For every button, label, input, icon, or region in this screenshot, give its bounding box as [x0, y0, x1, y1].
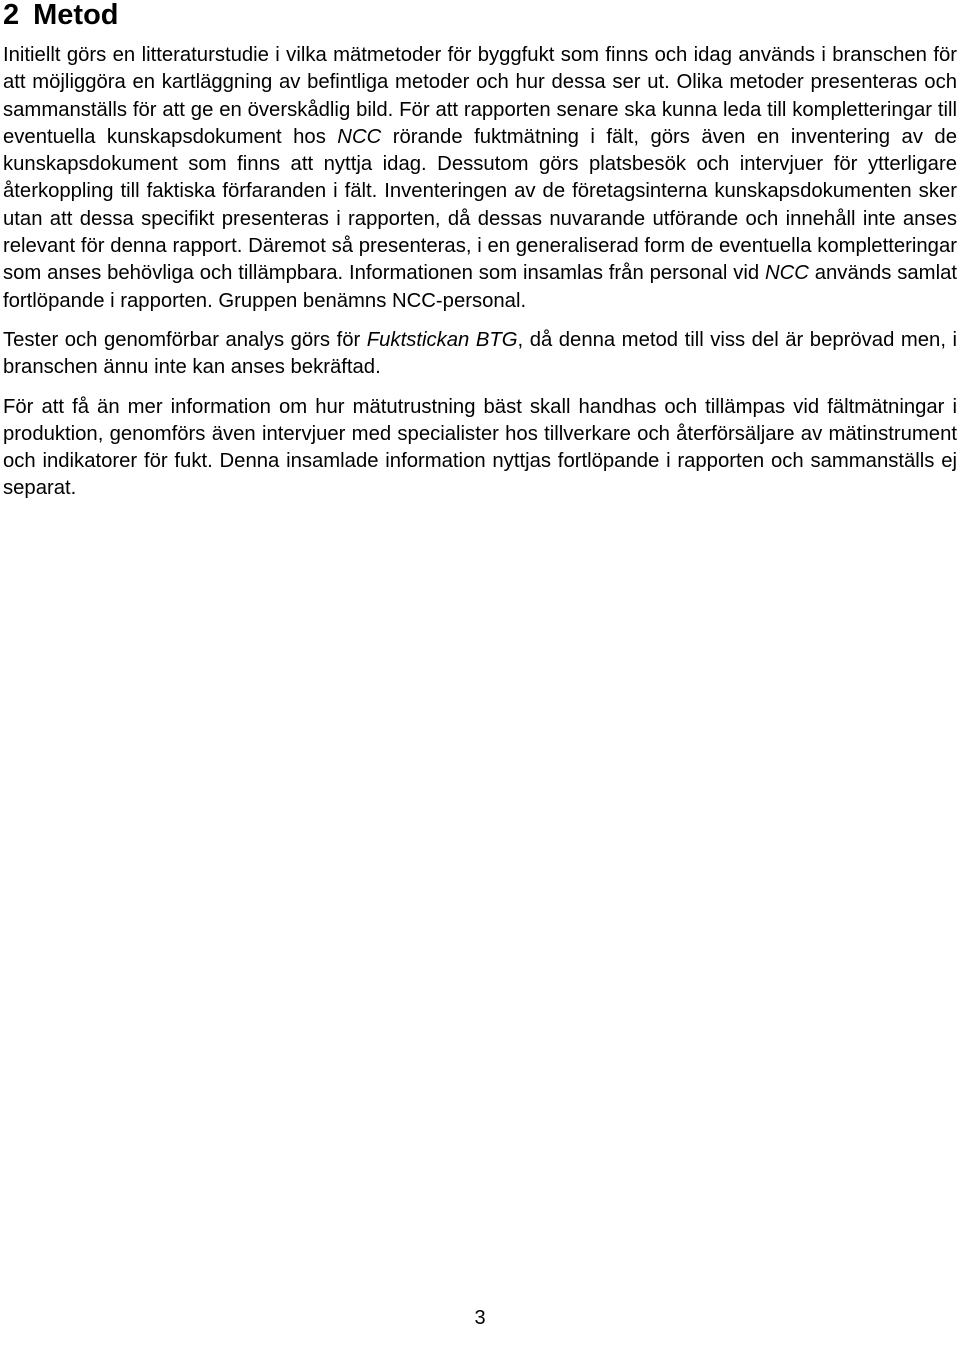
paragraph-method-overview: [3, 42, 957, 315]
text-run: , då denna metod till viss del är beprövad men, i branschen ännu inte kan anses bekräftad.: [3, 328, 957, 379]
text-run: För att få än mer information om hur mätutrustning bäst skall handhas och tillämpas vid fältmätningar i produktion, genomförs även intervjuer med specialister hos tillverkare och återförsäljare av mätinstrument och indikatorer för fukt. Denna insamlade information nyttjas fortlöpande i rapporten och sammanställs ej separat.: [3, 395, 957, 500]
page-number: 3: [474, 1307, 486, 1329]
paragraph-interviews: [3, 394, 957, 503]
italic-company-name: NCC: [337, 125, 382, 148]
italic-company-name: NCC: [764, 262, 809, 285]
italic-product-name: Fuktstickan BTG: [366, 328, 518, 351]
text-run: används samlat fortlöpande i rapporten. Gruppen benämns NCC-personal.: [3, 262, 957, 312]
document-page: [3, 0, 957, 503]
section-number: 2: [3, 0, 20, 31]
paragraph-testing: [3, 327, 957, 382]
section-title: Metod: [33, 0, 119, 31]
text-run: rörande fuktmätning i fält, görs även en inventering av de kunskapsdokument som finns att nyttja idag. Dessutom görs platsbesök och intervjuer för ytterligare återkoppling till faktiska förfaranden i fält. Inventeringen av de företagsinterna kunskapsdokumenten sker utan att dessa specifikt presenteras i rapporten, då dessas nuvarande utförande och innehåll inte anses relevant för denna rapport. Däremot så presenteras, i en generaliserad form de eventuella kompletteringar som anses behövliga och tillämpbara. Informationen som insamlas från personal vid: [3, 125, 957, 285]
text-run: Initiellt görs en litteraturstudie i vilka mätmetoder för byggfukt som finns och idag används i branschen för att möjliggöra en kartläggning av befintliga metoder och hur dessa ser ut. Olika metoder presenteras och sammanställs för att ge en överskådlig bild. För att rapporten senare ska kunna leda till kompletteringar till eventuella kunskapsdokument hos: [3, 44, 957, 148]
section-heading: [3, 0, 957, 30]
text-run: Tester och genomförbar analys görs för: [3, 328, 367, 351]
